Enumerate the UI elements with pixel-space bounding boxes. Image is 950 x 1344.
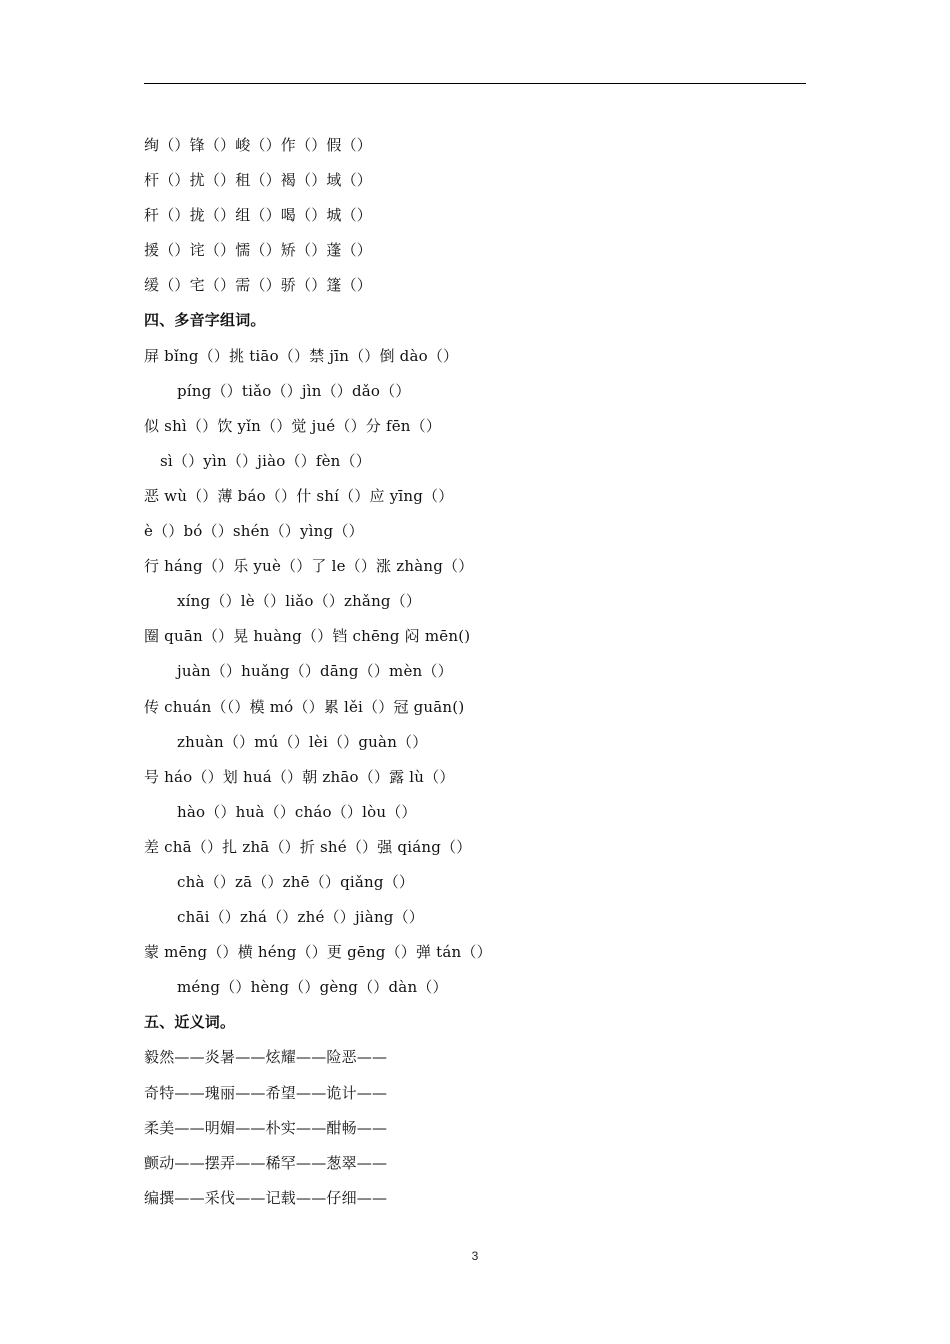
polyphone-row-8: xíng（）lè（）liǎo（）zhǎng（） <box>177 592 422 611</box>
section3-list <box>144 128 806 303</box>
polyphone-row-2: píng（）tiǎo（）jìn（）dǎo（） <box>177 381 411 400</box>
char-group-row-4: 援（）诧（）懦（）矫（）蓬（） <box>144 241 373 260</box>
polyphone-row-11: 传 chuán（（）模 mó（）累 lěi（）冠 guān() <box>144 697 465 716</box>
polyphone-row-3: 似 shì（）饮 yǐn（）觉 jué（）分 fēn（） <box>144 416 442 435</box>
polyphone-row-12: zhuàn（）mú（）lèi（）guàn（） <box>177 732 428 751</box>
polyphone-row-18: 蒙 mēng（）横 héng（）更 gēng（）弹 tán（） <box>144 943 492 962</box>
section5-heading: 五、近义词。 <box>144 1013 236 1032</box>
synonym-row-2: 奇特——瑰丽——希望——诡计—— <box>144 1083 388 1102</box>
polyphone-row-1: 屏 bǐng（）挑 tiāo（）禁 jīn（）倒 dào（） <box>144 346 459 365</box>
header-rule <box>144 83 806 84</box>
synonym-row-3: 柔美——明媚——朴实——酣畅—— <box>144 1118 388 1137</box>
polyphone-row-7: 行 háng（）乐 yuè（）了 le（）涨 zhàng（） <box>144 557 474 576</box>
polyphone-row-15: 差 chā（）扎 zhā（）折 shé（）强 qiáng（） <box>144 837 472 856</box>
polyphone-row-10: juàn（）huǎng（）dāng（）mèn（） <box>177 662 453 681</box>
synonym-row-4: 颤动——摆弄——稀罕——葱翠—— <box>144 1153 388 1172</box>
polyphone-row-5: 恶 wù（）薄 báo（）什 shí（）应 yīng（） <box>144 486 454 505</box>
polyphone-row-16: chà（）zā（）zhē（）qiǎng（） <box>177 872 415 891</box>
section5 <box>144 1005 806 1216</box>
worksheet-content <box>144 128 806 1216</box>
section4-heading: 四、多音字组词。 <box>144 311 266 330</box>
char-group-row-5: 缓（）宅（）需（）骄（）篷（） <box>144 276 373 295</box>
polyphone-row-19: méng（）hèng（）gèng（）dàn（） <box>177 978 448 997</box>
char-group-row-3: 秆（）拢（）组（）喝（）城（） <box>144 206 373 225</box>
polyphone-row-9: 圈 quān（）晃 huàng（）铛 chēng 闷 mēn() <box>144 627 471 646</box>
char-group-row-2: 杆（）扰（）租（）褐（）域（） <box>144 171 373 190</box>
polyphone-row-4: sì（）yìn（）jiào（）fèn（） <box>160 451 371 470</box>
section4 <box>144 303 806 1005</box>
polyphone-row-14: hào（）huà（）cháo（）lòu（） <box>177 802 417 821</box>
char-group-row-1: 绚（）锋（）峻（）作（）假（） <box>144 136 373 154</box>
synonym-row-5: 编撰——采伐——记载——仔细—— <box>144 1188 388 1207</box>
page-number: 3 <box>471 1249 479 1263</box>
polyphone-row-13: 号 háo（）划 huá（）朝 zhāo（）露 lù（） <box>144 767 455 786</box>
synonym-row-1: 毅然——炎暑——炫耀——险恶—— <box>144 1048 388 1067</box>
polyphone-row-17: chāi（）zhá（）zhé（）jiàng（） <box>177 908 425 927</box>
polyphone-row-6: è（）bó（）shén（）yìng（） <box>144 522 364 541</box>
